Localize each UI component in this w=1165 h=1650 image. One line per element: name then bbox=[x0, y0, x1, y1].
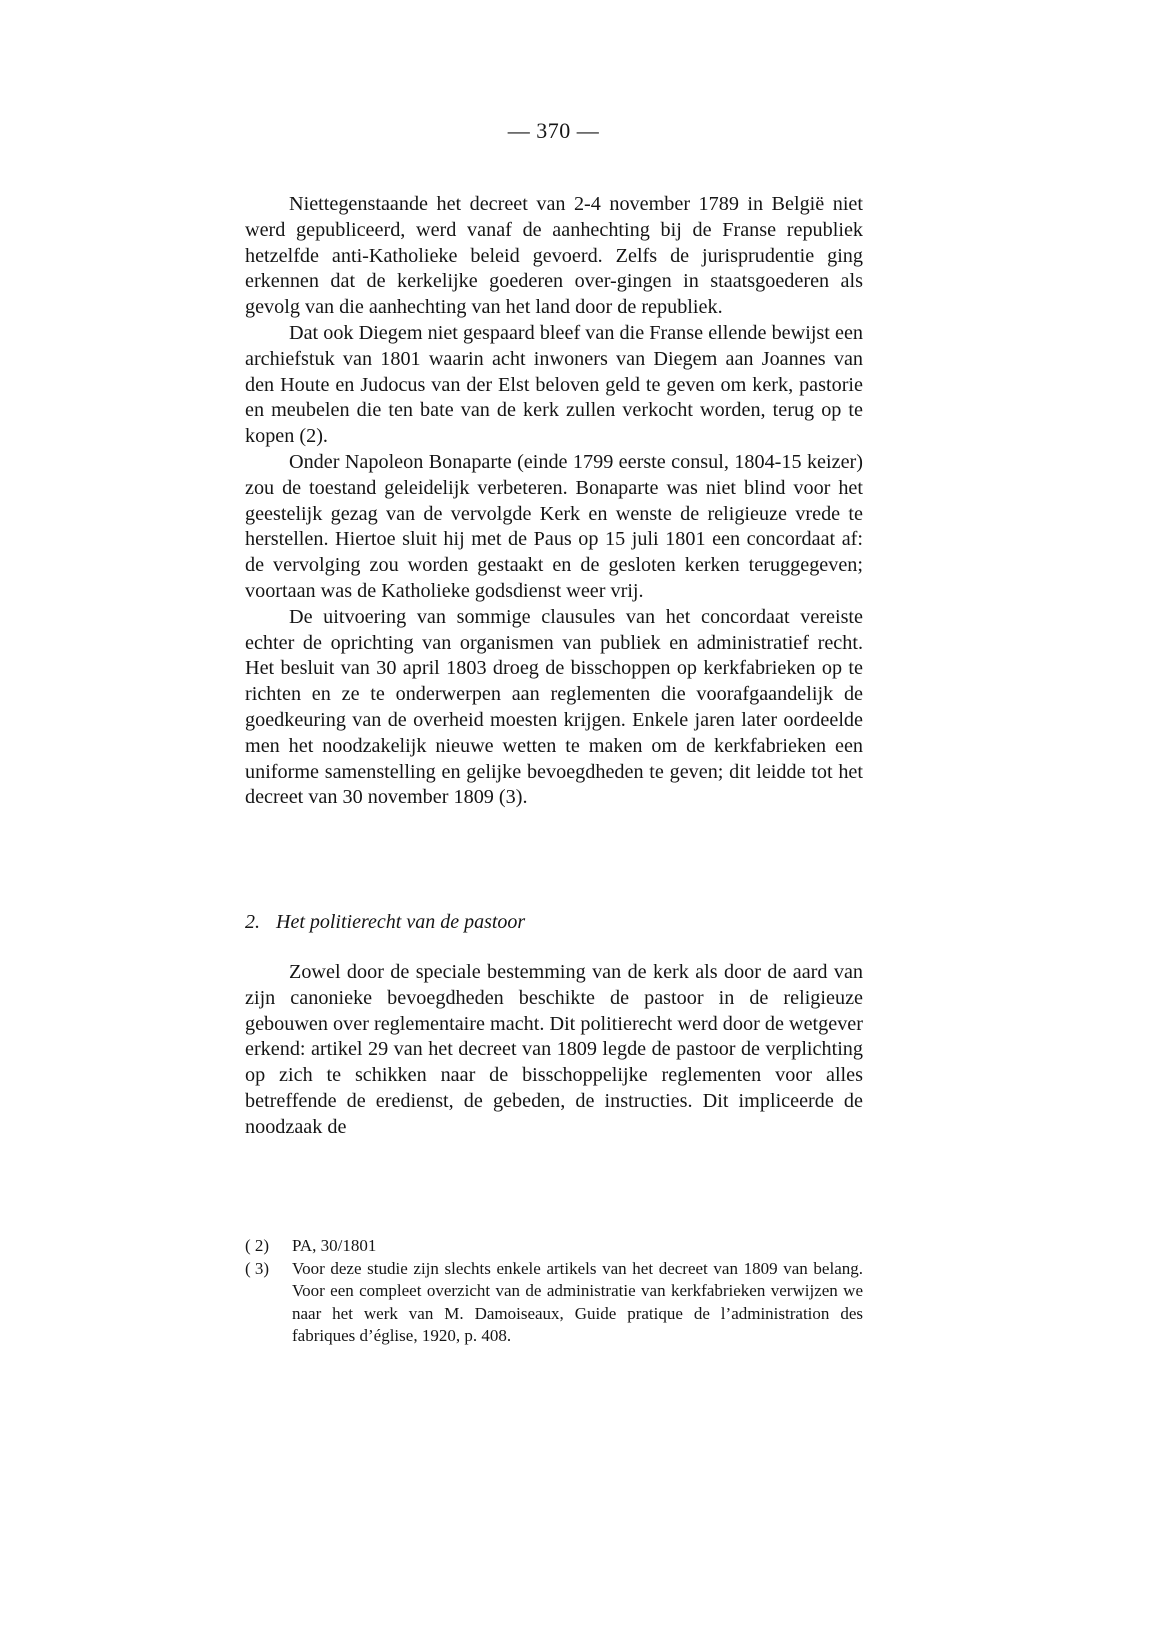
paragraph: Onder Napoleon Bonaparte (einde 1799 eerste consul, 1804-15 keizer) zou de toestand geleidelijk verbeteren. Bonaparte was niet blind voor het geestelijk gezag van de vervolgde Kerk en wenste de religieuze vrede te herstellen. Hiertoe sluit hij met de Paus op 15 juli 1801 een concordaat af: de vervolging zou worden gestaakt en de gesloten kerken teruggegeven; voortaan was de Katholieke godsdienst weer vrij. bbox=[245, 450, 863, 602]
paragraph: Zowel door de speciale bestemming van de kerk als door de aard van zijn canonieke bevoegdheden beschikte de pastoor in de religieuze gebouwen over reglementaire macht. Dit politierecht werd door de wetgever erkend: artikel 29 van het decreet van 1809 legde de pastoor de verplichting op zich te schikken naar de bisschoppelijke reglementen voor alles betreffende de eredienst, de gebeden, de instructies. Dit impliceerde de noodzaak de bbox=[245, 961, 863, 1138]
footnote-mark: ( 2) bbox=[245, 1236, 270, 1255]
paragraph: Dat ook Diegem niet gespaard bleef van die Franse ellende bewijst een archiefstuk van 1801 waarin acht inwoners van Diegem aan Joannes van den Houte en Judocus van der Elst beloven geld te geven om kerk, pastorie en meubelen die ten bate van de kerk zullen verkocht worden, terug op te kopen (2). bbox=[245, 321, 863, 448]
footnote bbox=[245, 1235, 863, 1258]
section-body bbox=[245, 960, 863, 1141]
body-text bbox=[245, 192, 863, 811]
paragraph: Niettegenstaande het decreet van 2-4 november 1789 in België niet werd gepubliceerd, werd vanaf de aanhechting bij de Franse republiek hetzelfde anti-Katholieke beleid gevoerd. Zelfs de jurisprudentie ging erkennen dat de kerkelijke goederen over-gingen in staatsgoederen als gevolg van die aanhechting van het land door de republiek. bbox=[245, 193, 863, 319]
footnote-text: PA, 30/1801 bbox=[292, 1236, 377, 1255]
page-number: — 370 — bbox=[507, 118, 600, 143]
footnotes bbox=[245, 1235, 863, 1348]
paragraph: De uitvoering van sommige clausules van het concordaat vereiste echter de oprichting van organismen van publiek en administratief recht. Het besluit van 30 april 1803 droeg de bisschoppen op kerkfabrieken op te richten en ze te onderwerpen aan reglementen die voorafgaandelijk de goedkeuring van de overheid moesten krijgen. Enkele jaren later oordeelde men het noodzakelijk nieuwe wetten te maken om de kerkfabrieken een uniforme samenstelling en gelijke bevoegdheden te geven; dit leidde tot het decreet van 30 november 1809 (3). bbox=[245, 605, 863, 809]
section-title: Het politierecht van de pastoor bbox=[276, 911, 526, 933]
footnote bbox=[245, 1258, 863, 1348]
section-number: 2. bbox=[245, 911, 260, 933]
footnote-mark: ( 3) bbox=[245, 1258, 270, 1278]
section-heading bbox=[245, 909, 863, 935]
footnote-text: Voor deze studie zijn slechts enkele artikels van het decreet van 1809 van belang. Voor een compleet overzicht van de administratie van kerkfabrieken verwijzen we naar het werk van M. Damoiseaux, Guide pratique de l’administration des fabriques d’église, 1920, p. 408. bbox=[292, 1258, 863, 1346]
